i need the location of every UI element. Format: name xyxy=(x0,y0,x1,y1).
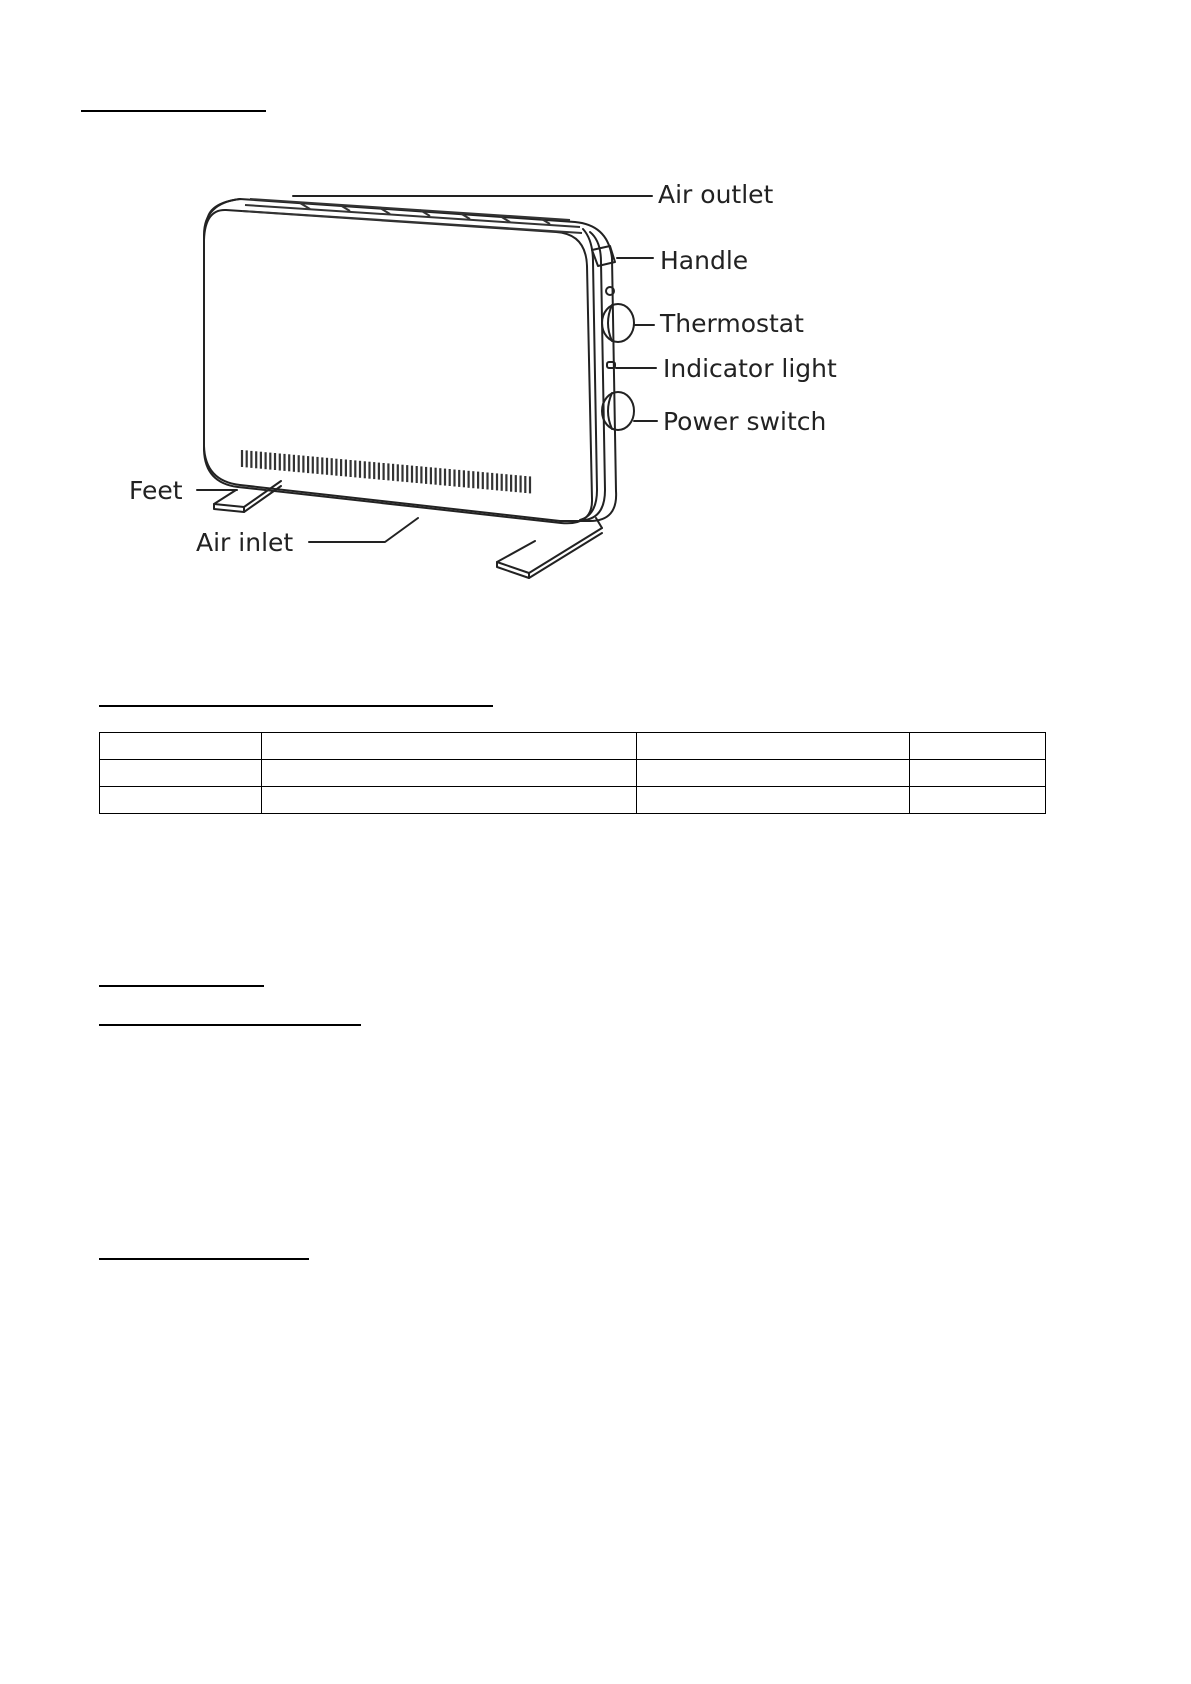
table-cell xyxy=(100,787,262,814)
heater-diagram xyxy=(0,0,1191,700)
table-cell xyxy=(910,760,1046,787)
table-cell xyxy=(637,787,910,814)
table-cell xyxy=(637,733,910,760)
label-air-inlet: Air inlet xyxy=(196,528,294,557)
power-switch-knob xyxy=(602,392,634,430)
label-air-outlet: Air outlet xyxy=(658,180,774,209)
table-cell xyxy=(262,760,637,787)
label-thermostat: Thermostat xyxy=(660,309,804,338)
table-cell xyxy=(910,787,1046,814)
table-row xyxy=(100,760,1046,787)
technical-data-table xyxy=(99,732,1046,814)
label-power-switch: Power switch xyxy=(663,407,827,436)
heater-body-outer xyxy=(204,199,616,521)
heading-rule-section-2 xyxy=(99,1024,361,1026)
thermostat-knob xyxy=(602,287,634,342)
heading-rule-section-1 xyxy=(99,985,264,987)
table-cell xyxy=(100,760,262,787)
table-cell xyxy=(637,760,910,787)
table-cell xyxy=(100,733,262,760)
table-row xyxy=(100,733,1046,760)
table-cell xyxy=(262,787,637,814)
air-inlet-grille xyxy=(242,450,530,493)
heading-rule-technical-data xyxy=(99,705,493,707)
label-indicator-light: Indicator light xyxy=(663,354,837,383)
right-foot xyxy=(497,518,602,578)
heading-rule-section-3 xyxy=(99,1258,309,1260)
label-feet: Feet xyxy=(129,476,183,505)
table-cell xyxy=(262,733,637,760)
table-cell xyxy=(910,733,1046,760)
label-handle: Handle xyxy=(660,246,749,275)
table-row xyxy=(100,787,1046,814)
